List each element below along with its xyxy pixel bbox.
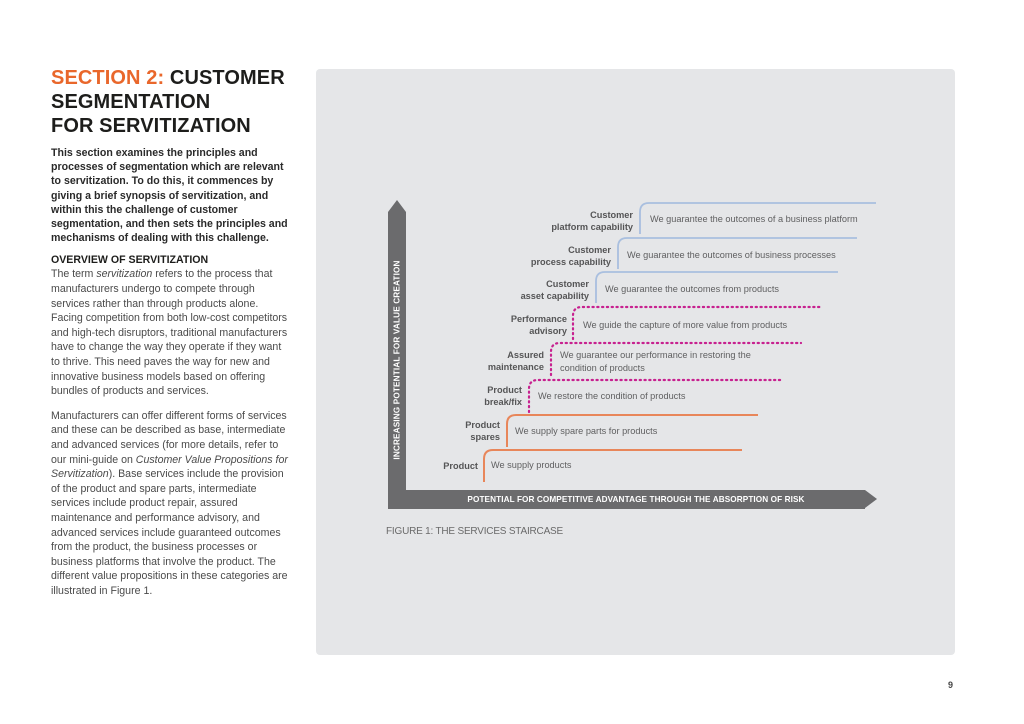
step-label-assured-maintenance [488, 349, 544, 373]
label-line: Customer [590, 210, 633, 220]
page-number: 9 [948, 680, 954, 690]
title-line-2: SEGMENTATION [51, 91, 211, 113]
p2-text-cont: ). Base services include the provision of the product and spare parts, intermediate services include product repair, assured maintenance and performance advisory, and advanced services include guaranteed outcomes from the product, the business processes or business platforms that involve the product. The different value propositions in these categories are illustrated in Figure 1. [51, 468, 288, 597]
step-desc-customer-process: We guarantee the outcomes of business processes [627, 250, 836, 260]
step-desc-customer-platform: We guarantee the outcomes of a business platform [650, 214, 858, 224]
step-desc-customer-asset: We guarantee the outcomes from products [605, 284, 779, 294]
p1-text: The term [51, 268, 97, 281]
step-desc-performance-advisory: We guide the capture of more value from products [583, 320, 788, 330]
step-desc-product-break-fix: We restore the condition of products [538, 391, 686, 401]
label-line: Product [465, 420, 500, 430]
title-line-3: FOR SERVITIZATION [51, 115, 251, 137]
label-line: Assured [507, 350, 544, 360]
step-desc-assured-maintenance [560, 349, 751, 375]
desc-line: condition of products [560, 363, 645, 373]
label-line: Customer [546, 279, 589, 289]
p1-text-cont: refers to the process that manufacturers undergo to compete through services rather than through products alone. Facing competition from both low-cost competitors and high-tech disruptors, traditional manufacturers have to change the way they operate if they want to thrive. This need paves the way for new and innovative business models based on offering bundles of products and services. [51, 268, 288, 398]
step-label-customer-process [531, 244, 611, 268]
p1-emphasis: servitization [96, 268, 153, 281]
step-label-performance-advisory [511, 313, 567, 337]
overview-heading: OVERVIEW OF SERVITIZATION [51, 254, 209, 267]
step-desc-product-spares: We supply spare parts for products [515, 426, 658, 436]
label-line: Customer [568, 245, 611, 255]
intro-paragraph: This section examines the principles and processes of segmentation which are relevant to servitization. To do this, it commences by giving a brief synopsis of servitization, and within this the challenge of customer segmentation, and then sets the principles and mechanisms of dealing with this challenge. [51, 147, 288, 245]
desc-line: We guarantee our performance in restoring the [560, 350, 751, 360]
label-line: maintenance [487, 362, 544, 372]
p2-text: Manufacturers can offer different forms of services and these can be described as base, intermediate and advanced services (for more details, refer to our mini-guide on [51, 409, 287, 466]
title-line-1: CUSTOMER [164, 67, 285, 89]
step-label-product [443, 460, 478, 472]
p2-guide-title: Customer Value Propositions for Servitization [51, 453, 288, 481]
label-line: Product [487, 385, 522, 395]
label-line: platform capability [551, 222, 633, 232]
step-desc-product: We supply products [491, 460, 572, 470]
step-label-customer-asset [521, 278, 589, 302]
step-label-product-break-fix [484, 384, 522, 408]
section-number: SECTION 2: [51, 67, 165, 89]
label-line: spares [470, 432, 500, 442]
label-line: advisory [529, 326, 567, 336]
y-axis-label: INCREASING POTENTIAL FOR VALUE CREATION [392, 260, 402, 460]
figure-caption: FIGURE 1: THE SERVICES STAIRCASE [386, 526, 563, 537]
step-label-customer-platform [551, 209, 633, 233]
step-label-product-spares [465, 419, 500, 443]
label-line: asset capability [520, 291, 589, 301]
label-line: Performance [510, 314, 567, 324]
label-line: break/fix [484, 397, 522, 407]
label-line: process capability [530, 257, 611, 267]
label-line: Product [443, 461, 478, 471]
x-axis-label: POTENTIAL FOR COMPETITIVE ADVANTAGE THROUGH THE ABSORPTION OF RISK [467, 495, 805, 504]
